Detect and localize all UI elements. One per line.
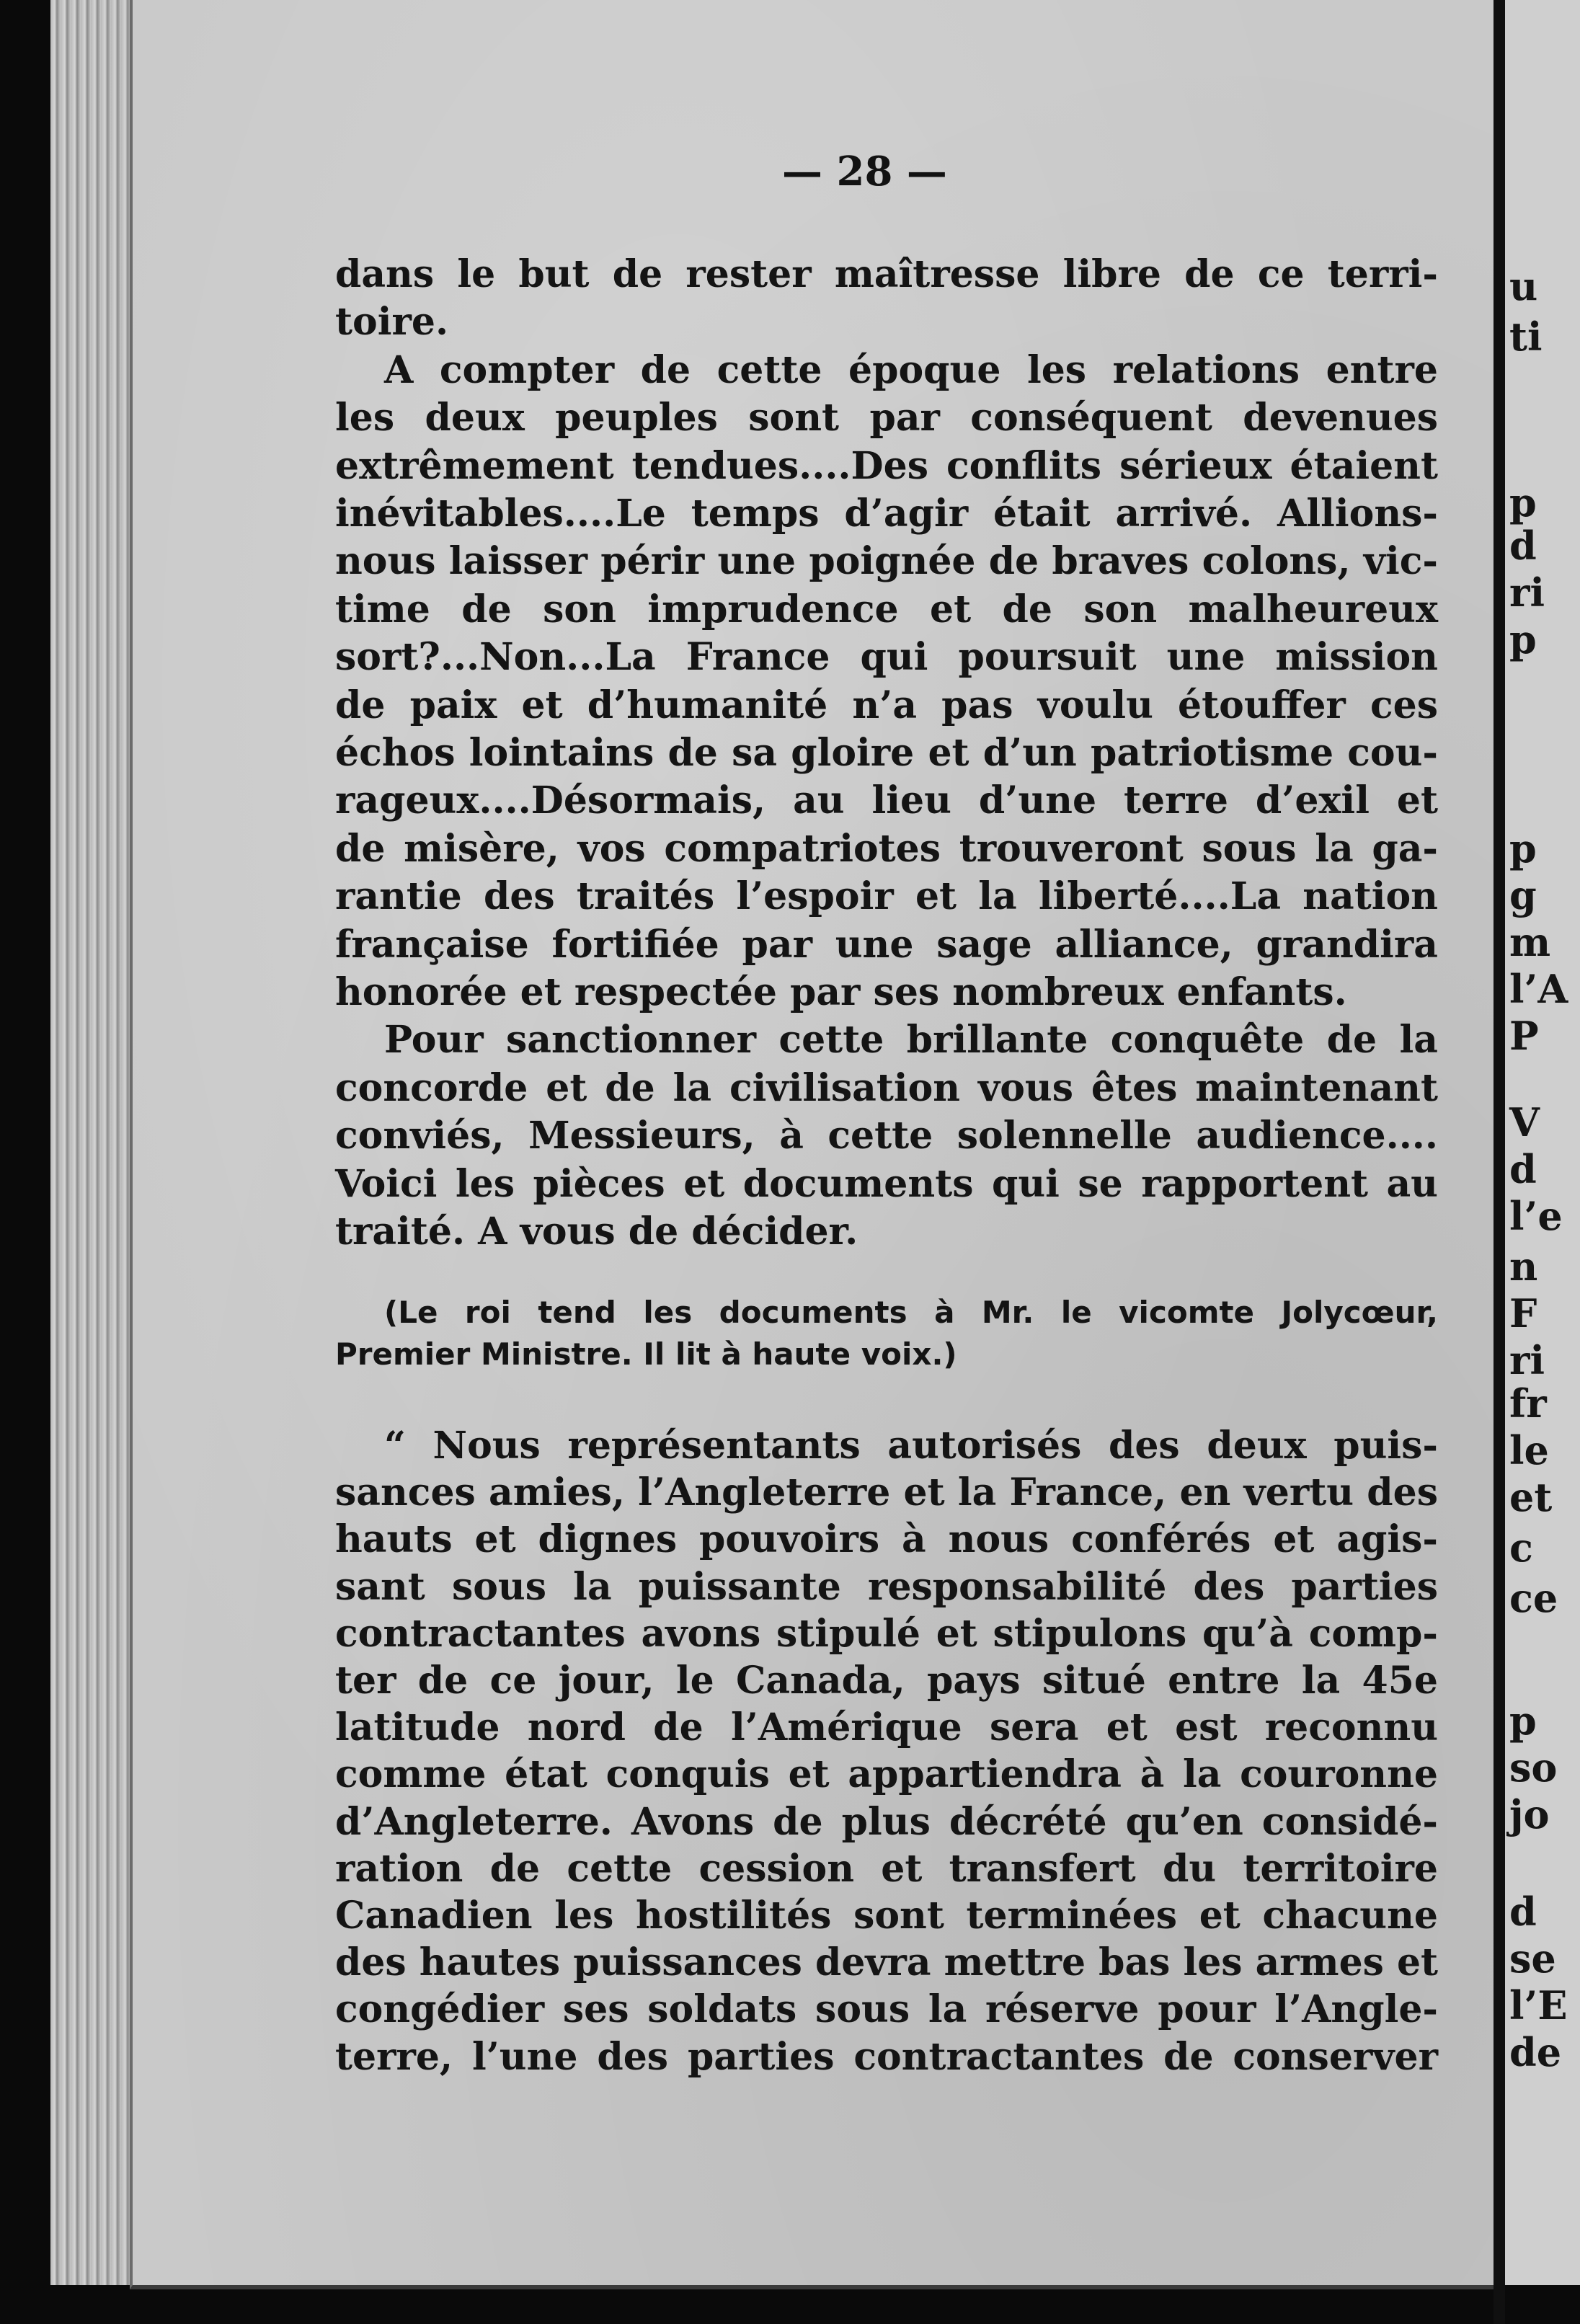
stage-direction-line: Premier Ministre. Il lit à haute voix.): [335, 1336, 957, 1372]
text-line: traité. A vous de décider.: [335, 1210, 858, 1254]
facing-page-fragment: n: [1509, 1243, 1538, 1290]
treaty-line: sant sous la puissante responsabilité des parties: [335, 1564, 1438, 1609]
treaty-line: congédier ses soldats sous la réserve pour l’Angle-: [335, 1987, 1438, 2032]
treaty-line: des hautes puissances devra mettre bas les armes et: [335, 1941, 1438, 1985]
text-line: rageux....Désormais, au lieu d’une terre d’exil et: [335, 779, 1438, 823]
facing-page-fragment: l’e: [1509, 1193, 1563, 1239]
facing-page-fragment: d: [1509, 1889, 1537, 1935]
treaty-line: latitude nord de l’Amérique sera et est reconnu: [335, 1706, 1438, 1750]
text-line: sort?...Non...La France qui poursuit une mission: [335, 635, 1438, 680]
text-line: extrêmement tendues....Des conflits sérieux étaient: [335, 443, 1438, 488]
facing-page-fragment: P: [1509, 1013, 1539, 1059]
text-line: les deux peuples sont par conséquent devenues: [335, 396, 1438, 440]
treaty-line: sances amies, l’Angleterre et la France, en vertu des: [335, 1471, 1438, 1515]
facing-page-fragment: ri: [1509, 1337, 1545, 1383]
facing-page-fragment: ri: [1509, 569, 1545, 616]
treaty-line: terre, l’une des parties contractantes de conserver: [335, 2034, 1438, 2079]
facing-page-fragment: l’A: [1509, 966, 1568, 1012]
treaty-line: “ Nous représentants autorisés des deux puis-: [384, 1424, 1438, 1468]
text-line: nous laisser périr une poignée de braves colons, vic-: [335, 539, 1438, 584]
treaty-line: Canadien les hostilités sont terminées et chacune: [335, 1894, 1438, 1938]
text-line: française fortifiée par une sage alliance, grandira: [335, 922, 1438, 967]
text-line: dans le but de rester maîtresse libre de ce terri-: [335, 252, 1438, 296]
text-line: inévitables....Le temps d’agir était arrivé. Allions-: [335, 492, 1438, 536]
facing-page-fragment: g: [1509, 872, 1537, 918]
text-line: honorée et respectée par ses nombreux enfants.: [335, 970, 1347, 1014]
page-edges: [50, 0, 132, 2285]
facing-page-fragment: fr: [1509, 1380, 1547, 1427]
page-number: — 28 —: [782, 148, 947, 195]
text-line: échos lointains de sa gloire et d’un patriotisme cou-: [335, 731, 1438, 775]
text-line: Pour sanctionner cette brillante conquête de la: [384, 1018, 1438, 1063]
facing-page-edge: [1505, 0, 1580, 2285]
facing-page-fragment: et: [1509, 1474, 1553, 1520]
treaty-line: ter de ce jour, le Canada, pays situé entre la 45e: [335, 1659, 1438, 1703]
text-line: de paix et d’humanité n’a pas voulu étouffer ces: [335, 683, 1438, 727]
facing-page-fragment: d: [1509, 1146, 1537, 1192]
treaty-line: ration de cette cession et transfert du territoire: [335, 1846, 1438, 1891]
facing-page-fragment: ce: [1509, 1575, 1558, 1621]
facing-page-fragment: c: [1509, 1525, 1533, 1571]
facing-page-fragment: u: [1509, 263, 1538, 309]
facing-page-fragment: m: [1509, 919, 1551, 965]
facing-page-fragment: se: [1509, 1935, 1556, 1982]
text-line: toire.: [335, 300, 449, 345]
facing-page-fragment: F: [1509, 1290, 1537, 1336]
facing-page-fragment: V: [1509, 1099, 1540, 1145]
stage-direction-line: (Le roi tend les documents à Mr. le vicomte Jolycœur,: [384, 1295, 1438, 1330]
facing-page-fragment: p: [1509, 479, 1537, 525]
text-line: rantie des traités l’espoir et la liberté....La nation: [335, 874, 1438, 919]
treaty-line: d’Angleterre. Avons de plus décrété qu’en considé-: [335, 1799, 1438, 1844]
text-line: conviés, Messieurs, à cette solennelle audience....: [335, 1114, 1438, 1158]
text-line: time de son imprudence et de son malheureux: [335, 587, 1438, 631]
facing-page-fragment: jo: [1509, 1791, 1550, 1837]
facing-page-fragment: so: [1509, 1744, 1558, 1791]
text-line: A compter de cette époque les relations entre: [384, 347, 1438, 392]
facing-page-fragment: p: [1509, 825, 1537, 872]
text-line: Voici les pièces et documents qui se rapportent au: [335, 1161, 1438, 1206]
treaty-line: contractantes avons stipulé et stipulons qu’à comp-: [335, 1611, 1438, 1656]
facing-page-fragment: de: [1509, 2029, 1562, 2075]
facing-page-fragment: d: [1509, 523, 1537, 569]
facing-page-fragment: ti: [1509, 314, 1543, 360]
book-gutter: [1494, 0, 1505, 2324]
facing-page-fragment: p: [1509, 616, 1537, 662]
text-line: concorde et de la civilisation vous êtes maintenant: [335, 1065, 1438, 1110]
text-line: de misère, vos compatriotes trouveront sous la ga-: [335, 826, 1438, 871]
facing-page-fragment: l’E: [1509, 1982, 1568, 2028]
treaty-line: comme état conquis et appartiendra à la couronne: [335, 1752, 1438, 1797]
facing-page-fragment: le: [1509, 1427, 1549, 1473]
treaty-line: hauts et dignes pouvoirs à nous conférés et agis-: [335, 1517, 1438, 1562]
facing-page-fragment: p: [1509, 1698, 1537, 1744]
